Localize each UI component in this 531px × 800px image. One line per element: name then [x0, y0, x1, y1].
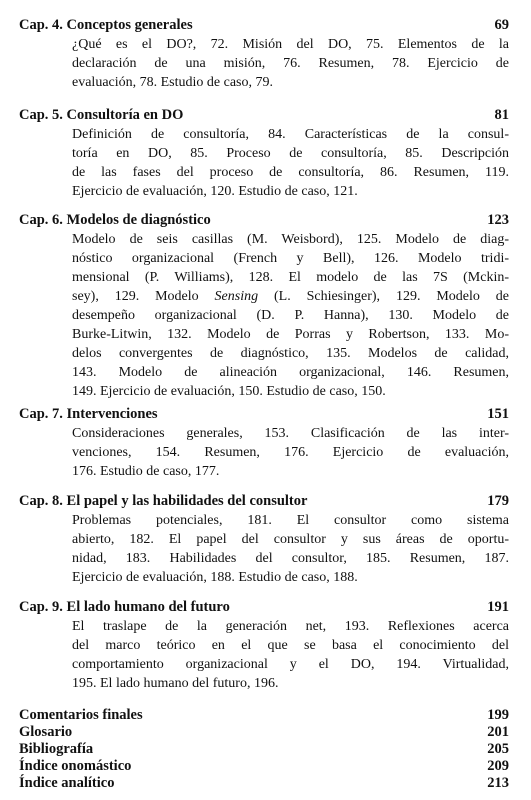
endmatter-title: Comentarios finales: [19, 707, 143, 723]
chapter-page-number: 179: [487, 493, 509, 509]
contents-line: Ejercicio de evaluación, 120. Estudio de caso, 121.: [72, 184, 358, 199]
toc-heading: [19, 492, 509, 511]
endmatter-row: [19, 707, 509, 724]
contents-line: Consideraciones generales, 153. Clasificación de las inter-: [72, 426, 509, 441]
toc-heading: [19, 405, 509, 424]
endmatter-title: Índice onomástico: [19, 758, 132, 774]
endmatter-row: [19, 724, 509, 741]
endmatter-row: [19, 775, 509, 792]
toc-entry-cap-4: [19, 16, 509, 92]
endmatter-page-number: 205: [487, 741, 509, 757]
contents-line: desempeño organizacional (D. P. Hanna), 130. Modelo de: [72, 308, 509, 323]
endmatter-page-number: 199: [487, 707, 509, 723]
toc-heading: [19, 598, 509, 617]
contents-line: Problemas potenciales, 181. El consultor como sistema: [72, 513, 509, 528]
endmatter-row: [19, 758, 509, 775]
contents-line: toría en DO, 85. Proceso de consultoría, 85. Descripción: [72, 146, 509, 161]
chapter-page-number: 69: [494, 17, 509, 33]
toc-entry-cap-7: [19, 405, 509, 481]
endmatter-list: [19, 707, 509, 792]
toc-entry-cap-8: [19, 492, 509, 587]
contents-line: sey), 129. Modelo Sensing (L. Schiesinger), 129. Modelo de: [72, 289, 509, 304]
toc-entry-cap-5: [19, 106, 509, 201]
contents-line: comportamiento organizacional y el DO, 194. Virtualidad,: [72, 657, 509, 672]
contents-line: mensional (P. Williams), 128. El modelo de las 7S (Mckin-: [72, 270, 509, 285]
contents-line: nóstico organizacional (French y Bell), 126. Modelo tridi-: [72, 251, 509, 266]
toc-heading: [19, 106, 509, 125]
contents-line: Ejercicio de evaluación, 188. Estudio de caso, 188.: [72, 570, 358, 585]
contents-line: abierto, 182. El papel del consultor y sus áreas de oportu-: [72, 532, 509, 547]
chapter-title: Cap. 9. El lado humano del futuro: [19, 599, 230, 615]
chapter-contents: [72, 617, 509, 693]
toc-heading: [19, 16, 509, 35]
chapter-contents: [72, 230, 509, 401]
chapter-title: Cap. 8. El papel y las habilidades del consultor: [19, 493, 308, 509]
contents-line: El traslape de la generación net, 193. Reflexiones acerca: [72, 619, 509, 634]
chapter-contents: [72, 511, 509, 587]
contents-line: Modelo de seis casillas (M. Weisbord), 125. Modelo de diag-: [72, 232, 509, 247]
contents-line: Definición de consultoría, 84. Características de la consul-: [72, 127, 509, 142]
chapter-page-number: 151: [487, 406, 509, 422]
endmatter-title: Glosario: [19, 724, 73, 740]
contents-line: del marco teórico en el que se basa el conocimiento del: [72, 638, 509, 653]
endmatter-title: Bibliografía: [19, 741, 94, 757]
contents-line: 195. El lado humano del futuro, 196.: [72, 676, 279, 691]
chapter-page-number: 123: [487, 212, 509, 228]
chapter-title: Cap. 5. Consultoría en DO: [19, 107, 184, 123]
contents-line: 176. Estudio de caso, 177.: [72, 464, 220, 479]
contents-line: evaluación, 78. Estudio de caso, 79.: [72, 75, 274, 90]
contents-line: 149. Ejercicio de evaluación, 150. Estudio de caso, 150.: [72, 384, 386, 399]
chapter-contents: [72, 424, 509, 481]
toc-entry-cap-9: [19, 598, 509, 693]
toc-heading: [19, 211, 509, 230]
contents-line: Burke-Litwin, 132. Modelo de Porras y Robertson, 133. Mo-: [72, 327, 509, 342]
contents-line: declaración de una misión, 76. Resumen, 78. Ejercicio de: [72, 56, 509, 71]
chapter-title: Cap. 7. Intervenciones: [19, 406, 158, 422]
chapter-contents: [72, 35, 509, 92]
contents-line: venciones, 154. Resumen, 176. Ejercicio de evaluación,: [72, 445, 509, 460]
chapter-title: Cap. 4. Conceptos generales: [19, 17, 193, 33]
endmatter-page-number: 201: [487, 724, 509, 740]
contents-line: 143. Modelo de alineación organizacional, 146. Resumen,: [72, 365, 509, 380]
toc-entry-cap-6: [19, 211, 509, 401]
endmatter-row: [19, 741, 509, 758]
contents-line: delos convergentes de diagnóstico, 135. Modelos de calidad,: [72, 346, 509, 361]
endmatter-title: Índice analítico: [19, 775, 115, 791]
chapter-contents: [72, 125, 509, 201]
chapter-page-number: 81: [494, 107, 509, 123]
endmatter-page-number: 209: [487, 758, 509, 774]
emphasis-sensing: Sensing: [214, 289, 259, 304]
chapter-page-number: 191: [487, 599, 509, 615]
contents-line: nidad, 183. Habilidades del consultor, 185. Resumen, 187.: [72, 551, 509, 566]
chapter-title: Cap. 6. Modelos de diagnóstico: [19, 212, 211, 228]
contents-line: de las fases del proceso de consultoría, 86. Resumen, 119.: [72, 165, 509, 180]
contents-line: ¿Qué es el DO?, 72. Misión del DO, 75. Elementos de la: [72, 37, 509, 52]
endmatter-page-number: 213: [487, 775, 509, 791]
